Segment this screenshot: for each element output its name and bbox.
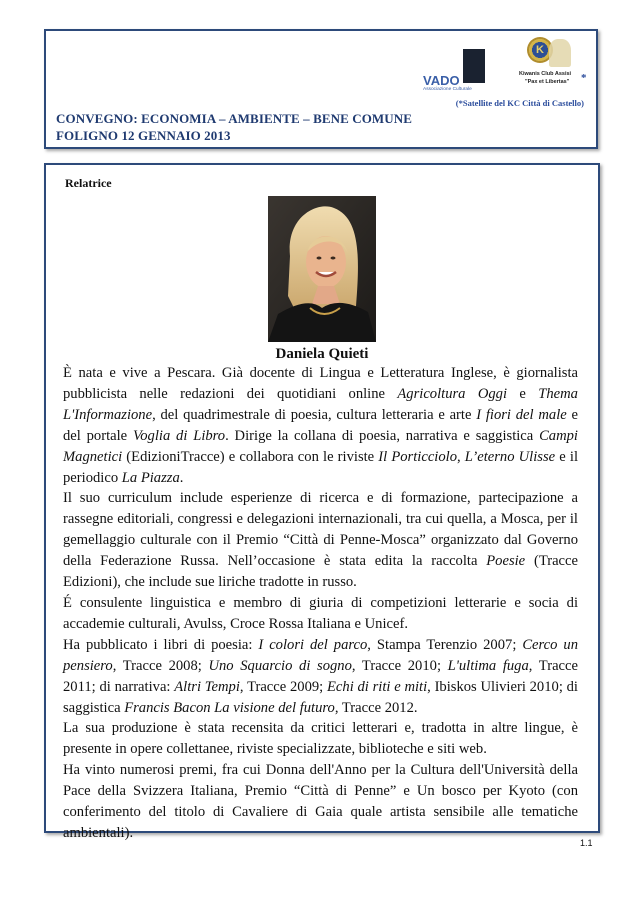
vado-logo-name: VADO	[423, 73, 460, 88]
bio-title-italic: Poesie	[486, 553, 526, 570]
bio-title-italic: Voglia di Libro	[132, 427, 226, 444]
kiwanis-emblem-letter: K	[536, 44, 544, 56]
bio-title-italic: Campi Magnetici	[63, 427, 578, 465]
bio-text-run: , Stampa Terenzio 2007;	[367, 636, 523, 653]
bio-text-run: , Tracce 2011; di narrativa:	[63, 657, 578, 695]
kiwanis-logo	[519, 37, 589, 93]
kiwanis-logo-name: Kiwanis Club Assisi	[519, 71, 572, 77]
conference-title: CONVEGNO: ECONOMIA – AMBIENTE – BENE COMUNE	[56, 111, 413, 126]
bio-title-italic: I fiori del male	[476, 406, 567, 423]
bio-paragraph	[63, 593, 578, 635]
bio-text-run: , Tracce 2010;	[351, 657, 448, 674]
page-number: 1.1	[580, 838, 593, 848]
kiwanis-logo-motto: "Pax et Libertas"	[525, 79, 570, 85]
bio-text-run: Ha pubblicato i libri di poesia:	[63, 636, 259, 653]
bio-text-run: (EdizioniTracce) e collabora con le riviste	[122, 448, 379, 465]
conference-date-place: FOLIGNO 12 GENNAIO 2013	[56, 128, 231, 143]
bio-title-italic: Echi di riti e miti	[327, 678, 428, 695]
speaker-name: Daniela Quieti	[275, 346, 369, 362]
vado-flag-icon	[463, 49, 485, 83]
bio-text-run: La sua produzione è stata recensita da critici letterari e, tradotta in altre lingue, è presente in opere collettanee, riviste specializzate, biblioteche e siti web.	[63, 720, 578, 758]
bio-text-run: Il suo curriculum include esperienze di ricerca e di formazione, partecipazione a rassegne editoriali, congressi e delegazioni internazionali, tra cui quella, a Mosca, per il gemellaggio culturale con il Premio “Città di Penne-Mosca” organizzato dal Governo della Federazione Russa. Nell’occasione è stata edita la raccolta	[63, 490, 578, 570]
bio-title-italic: Agricoltura Oggi	[397, 385, 508, 402]
bio-text-run: .	[179, 469, 184, 486]
bio-text-run: É consulente linguistica e membro di giuria di competizioni letterarie e socia di accademie culturali, Avulss, Croce Rossa Italiana e Unicef.	[63, 594, 578, 632]
bio-title-italic: Il Porticciolo	[378, 448, 458, 465]
section-label: Relatrice	[65, 176, 112, 190]
bio-text-run: e	[507, 385, 539, 402]
bio-text-run: e il periodico	[63, 448, 578, 486]
bio-text-run: . Dirige la collana di poesia, narrativa e saggistica	[225, 427, 540, 444]
bio-text-run: , del quadrimestrale di poesia, cultura letteraria e arte	[152, 406, 477, 423]
bio-paragraph	[63, 363, 578, 488]
bio-text-run: Ha vinto numerosi premi, fra cui Donna dell'Anno per la Cultura dell'Università della Pace della Svizzera Italiana, Premio “Città di Penne” e Un bosco per Kyoto (con conferimento del titolo di Cavaliere di Gaia quale artista sensibile alle tematiche ambientali).	[63, 762, 578, 841]
bio-title-italic: Altri Tempi	[174, 678, 240, 695]
saint-figure-icon	[549, 39, 571, 67]
bio-paragraph	[63, 488, 578, 593]
bio-paragraph	[63, 635, 578, 719]
asterisk-mark: *	[581, 72, 587, 84]
bio-text-run: , Tracce 2008;	[112, 657, 209, 674]
bio-paragraph	[63, 760, 578, 844]
bio-text-run: e del portale	[63, 406, 578, 444]
bio-paragraph	[63, 718, 578, 760]
bio-title-italic: L'ultima fuga	[447, 657, 529, 674]
bio-title-italic: L’eterno Ulisse	[464, 448, 556, 465]
vado-logo-subtitle: Associazione Culturale	[423, 87, 472, 92]
bio-text-run: , Tracce 2009;	[239, 678, 327, 695]
speaker-box	[44, 163, 600, 841]
bio-text-run: , Tracce 2012.	[334, 699, 418, 716]
bio-title-italic: Uno Squarcio di sogno	[208, 657, 352, 674]
bio-text-run: ,	[457, 448, 465, 465]
bio-text-run: (Tracce Edizioni), che include sue liriche tradotte in russo.	[63, 553, 578, 591]
bio-title-italic: I colori del parco	[258, 636, 368, 653]
bio-title-italic: Thema L'Informazione	[63, 385, 578, 423]
satellite-note: (*Satellite del KC Città di Castello)	[455, 98, 584, 108]
bio-title-italic: La Piazza	[121, 469, 180, 486]
speaker-bio	[63, 363, 578, 844]
bio-text-run: , Ibiskos Ulivieri 2010; di saggistica	[63, 678, 578, 716]
header-box	[44, 29, 598, 149]
bio-text-run: È nata e vive a Pescara. Già docente di Lingua e Letteratura Inglese, è giornalista pubblicista nelle redazioni dei quotidiani online	[63, 365, 578, 402]
speaker-photo	[268, 196, 376, 342]
vado-logo	[423, 49, 487, 93]
bio-title-italic: Francis Bacon La visione del futuro	[124, 699, 335, 716]
bio-title-italic: Cerco un pensiero	[63, 636, 578, 674]
speaker-portrait-image	[268, 196, 376, 342]
